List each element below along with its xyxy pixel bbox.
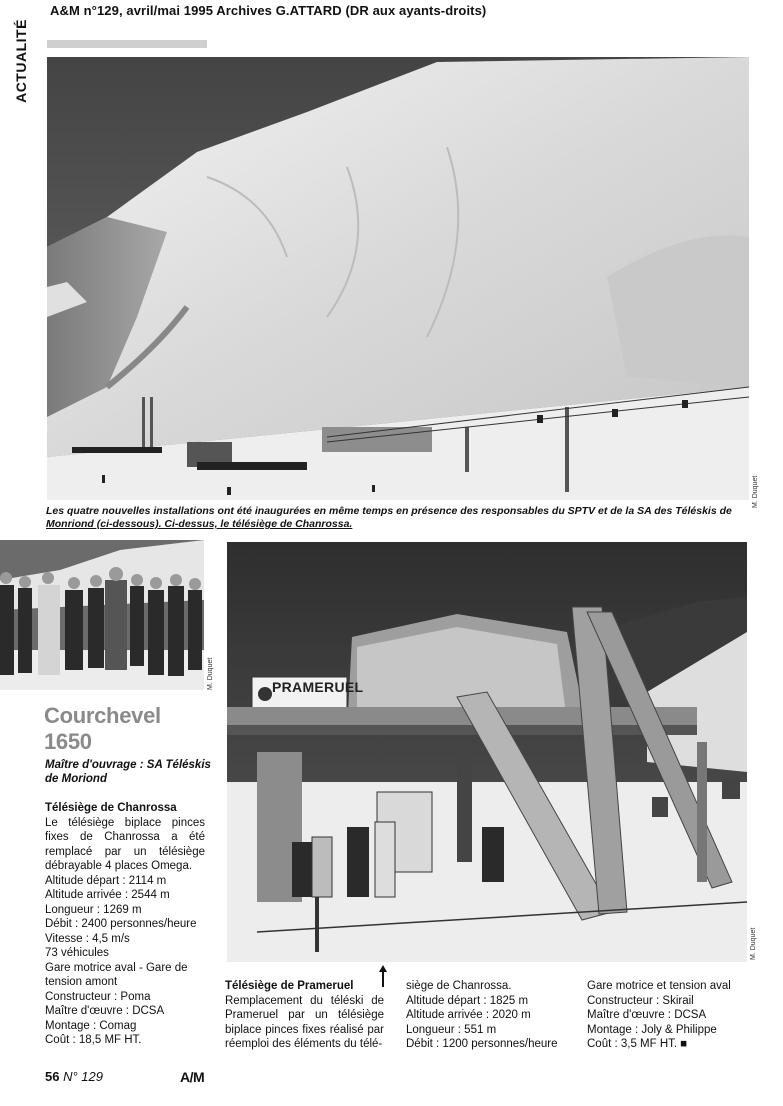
decorative-bar (47, 40, 207, 48)
resort-title-line1: Courchevel (44, 703, 161, 728)
section-tag-label: ACTUALITÉ (13, 18, 29, 103)
photo-credit-main: M. Duquet (752, 475, 759, 508)
photo-credit-station: M. Duquet (750, 927, 757, 960)
magazine-logo: A/M (180, 1069, 205, 1085)
photo-credit-crowd: M. Duquet (207, 657, 214, 690)
prameruel-spec: Altitude arrivée : 2020 m (406, 1009, 531, 1021)
prameruel-spec: Gare motrice et tension aval (587, 980, 731, 992)
chanrossa-spec: Maître d'œuvre : DCSA (45, 1005, 165, 1017)
chanrossa-spec: Gare motrice aval - Gare de tension amont (45, 961, 188, 988)
prameruel-spec: siège de Chanrossa. (406, 980, 512, 992)
chanrossa-column (45, 801, 205, 1048)
chanrossa-spec: Débit : 2400 personnes/heure (45, 918, 197, 930)
chanrossa-spec: 73 véhicules (45, 947, 109, 959)
resort-title-line2: 1650 (44, 729, 92, 754)
prameruel-spec: Débit : 1200 personnes/heure (406, 1038, 558, 1050)
prameruel-column-3 (587, 979, 757, 1052)
chanrossa-spec: Montage : Comag (45, 1019, 137, 1032)
prameruel-station-photo (227, 542, 747, 962)
chanrossa-spec: Altitude départ : 2114 m (45, 874, 167, 887)
prameruel-column-2 (406, 979, 571, 1052)
prameruel-spec: Coût : 3,5 MF HT. ■ (587, 1038, 688, 1050)
caption-text: Les quatre nouvelles installations ont été inaugurées en même temps en présence des responsables du SPTV et de la SA des Téléskis de (46, 505, 732, 517)
crowd-photo (0, 540, 204, 690)
archive-credit: A&M n°129, avril/mai 1995 Archives G.ATTARD (DR aux ayants-droits) (50, 3, 487, 18)
chanrossa-intro: Le télésiège biplace pinces fixes de Chanrossa a été remplacé par un télésiège débrayable 4 places Omega. (45, 816, 205, 872)
prameruel-intro: Remplacement du téléski de Prameruel par un télésiège biplace pinces fixes réalisé par réemploi des éléments du télé- (225, 994, 384, 1050)
page-footer (45, 1069, 103, 1084)
section-tag (10, 8, 32, 113)
chanrossa-spec: Vitesse : 4,5 m/s (45, 932, 130, 945)
resort-title (44, 703, 214, 755)
chanrossa-spec: Coût : 18,5 MF HT. (45, 1034, 142, 1046)
main-caption (46, 505, 736, 531)
chanrossa-heading: Télésiège de Chanrossa (45, 802, 177, 814)
prameruel-spec: Constructeur : Skirail (587, 994, 694, 1007)
caption-underlined: Monriond (ci-dessous). Ci-dessus, le télésiège de Chanrossa. (46, 518, 353, 530)
prameruel-spec: Longueur : 551 m (406, 1023, 497, 1036)
chanrossa-spec: Altitude arrivée : 2544 m (45, 889, 170, 901)
chanrossa-spec: Longueur : 1269 m (45, 903, 142, 916)
prameruel-spec: Altitude départ : 1825 m (406, 994, 529, 1007)
station-sign: PRAMERUEL (272, 679, 364, 695)
project-owner: Maître d'ouvrage : SA Téléskis de Moriond (45, 759, 211, 785)
prameruel-spec: Montage : Joly & Philippe (587, 1023, 717, 1036)
prameruel-spec: Maître d'œuvre : DCSA (587, 1009, 707, 1021)
chanrossa-spec: Constructeur : Poma (45, 990, 151, 1003)
issue-number: N° 129 (63, 1069, 103, 1084)
prameruel-column-1 (225, 979, 384, 1052)
prameruel-heading: Télésiège de Prameruel (225, 980, 354, 992)
page-number: 56 (45, 1069, 60, 1084)
main-photo-chanrossa (47, 57, 749, 500)
